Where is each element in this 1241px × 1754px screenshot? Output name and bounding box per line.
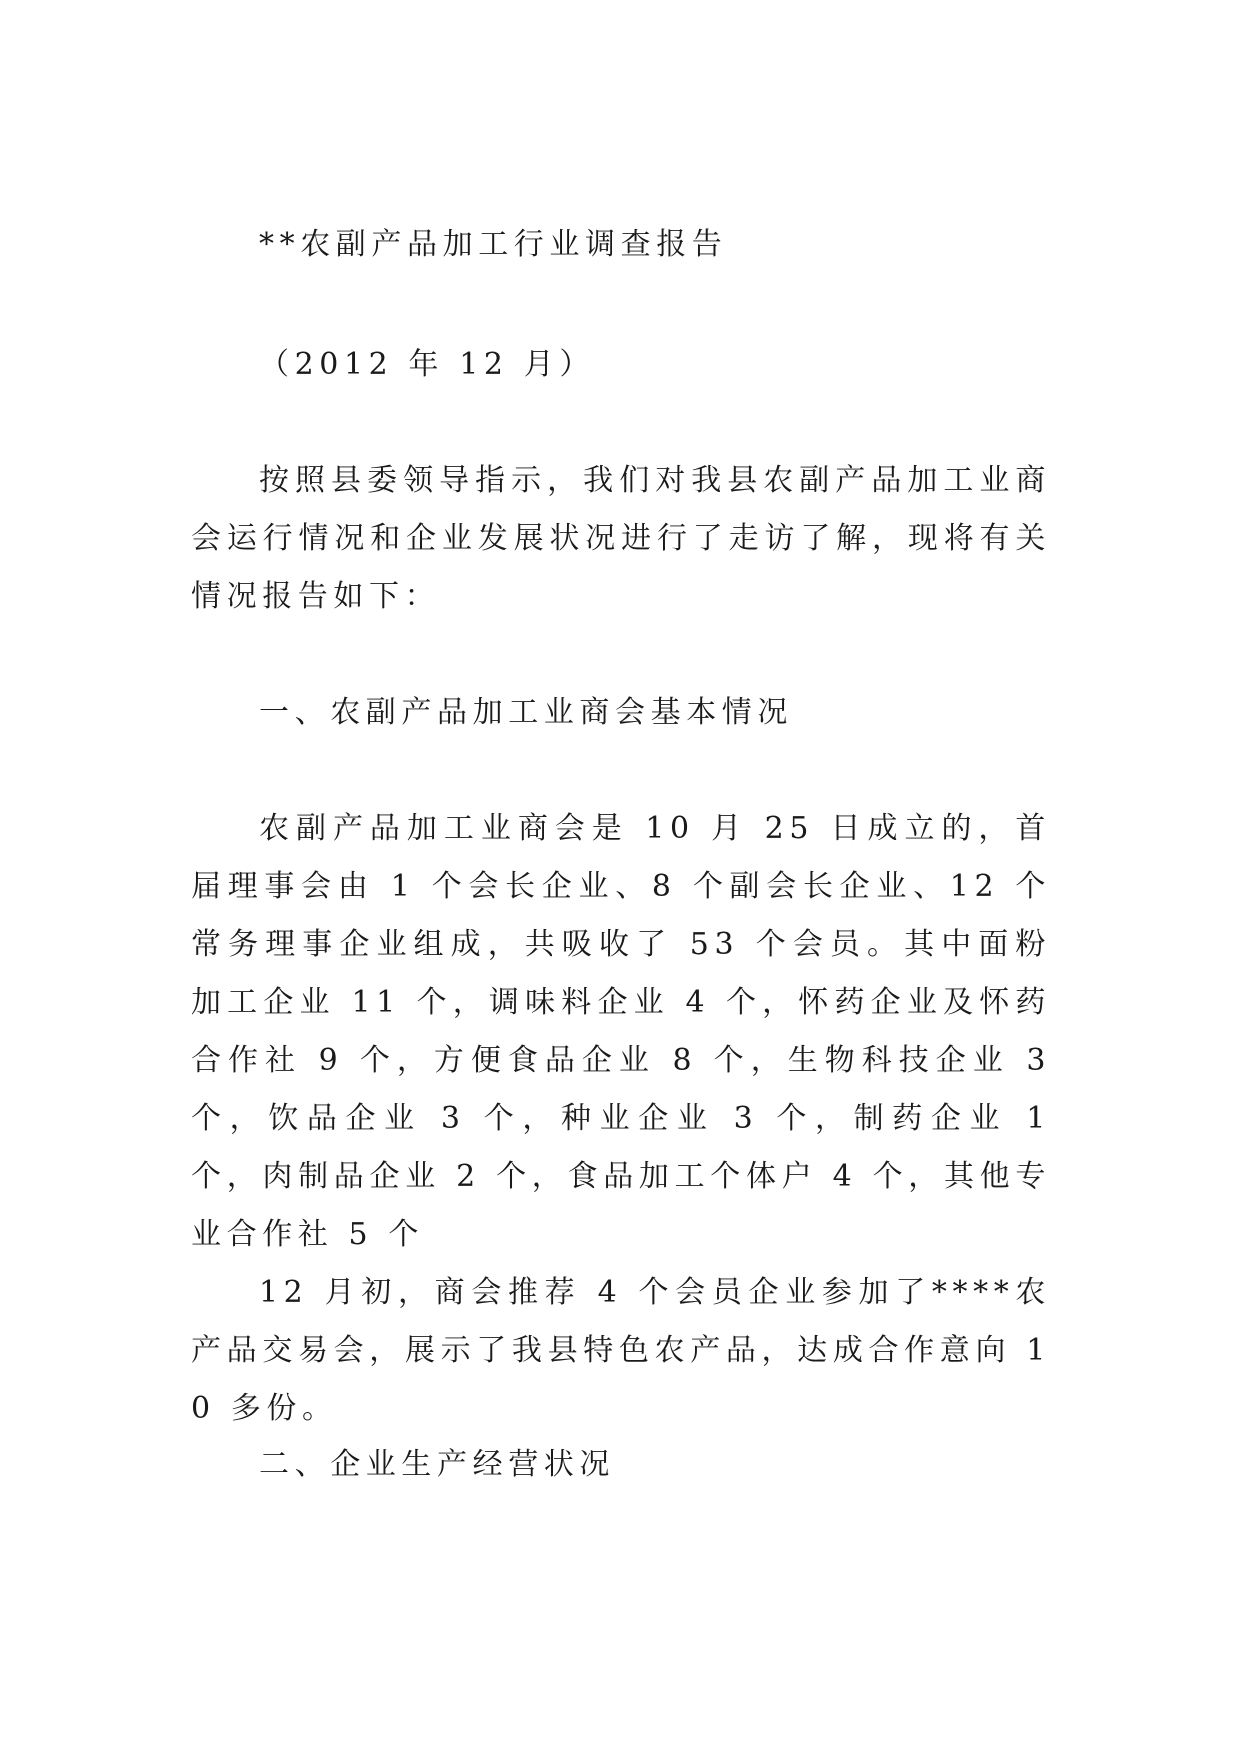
document-date: （2012 年 12 月） xyxy=(259,347,595,382)
body-paragraph-members: 农副产品加工业商会是 10 月 25 日成立的，首届理事会由 1 个会长企业、8 个副会长企业、12 个常务理事企业组成，共吸收了 53 个会员。其中面粉加工企业 11 个，调味料企业 4 个，怀药企业及怀药合作社 9 个，方便食品企业 8 个，生物科技企业 3 个，饮品企业 3 个，种业企业 3 个，制药企业 1 个，肉制品企业 2 个，食品加工个体户 4 个，其他专业合作社 5 个 xyxy=(191,811,1051,1252)
intro-paragraph: 按照县委领导指示，我们对我县农副产品加工业商会运行情况和企业发展状况进行了走访了解，现将有关情况报告如下： xyxy=(191,463,1051,614)
section-heading-2: 二、企业生产经营状况 xyxy=(259,1447,615,1482)
body-paragraph-fair: 12 月初，商会推荐 4 个会员企业参加了****农产品交易会，展示了我县特色农产品，达成合作意向 10 多份。 xyxy=(191,1275,1051,1426)
section-heading-1: 一、农副产品加工业商会基本情况 xyxy=(259,695,793,730)
document-title: **农副产品加工行业调查报告 xyxy=(259,227,728,262)
